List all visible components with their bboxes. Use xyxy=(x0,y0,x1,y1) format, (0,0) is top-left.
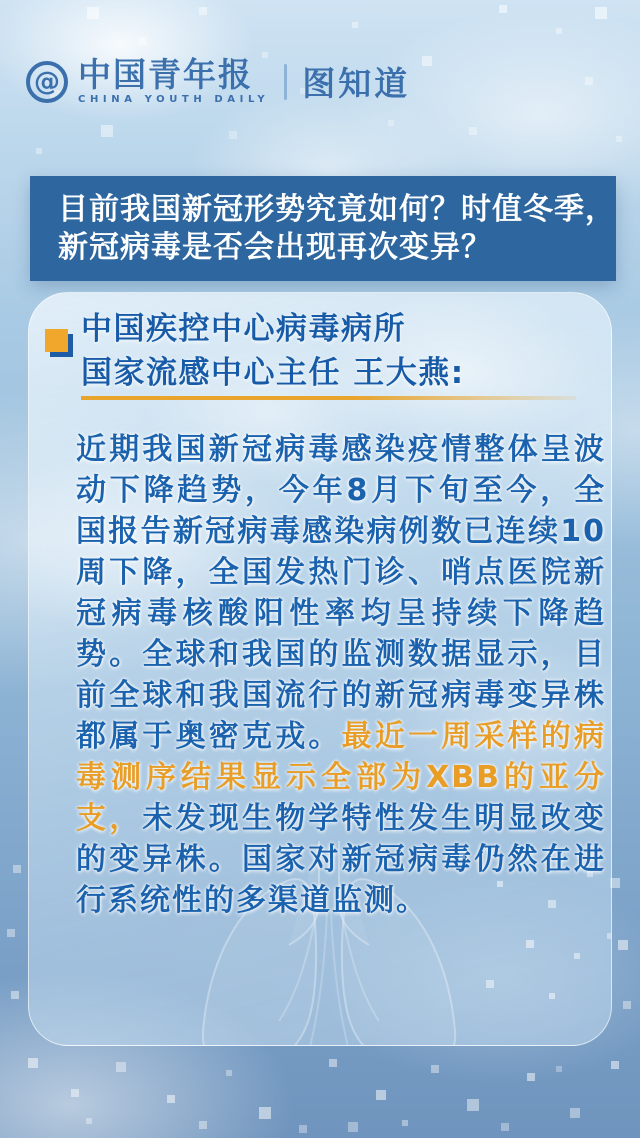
question-line-2: 新冠病毒是否会出现再次变异？ xyxy=(58,230,492,265)
logo-divider-icon xyxy=(284,64,287,100)
gold-underline xyxy=(81,396,576,400)
at-logo-icon xyxy=(26,61,68,103)
speaker-title xyxy=(81,307,465,395)
content-card xyxy=(28,292,612,1046)
logo-brand: 图知道 xyxy=(302,64,411,103)
article-paragraph xyxy=(76,429,606,921)
pixel-dust-bottom xyxy=(0,0,6,6)
at-glyph: @ xyxy=(34,66,60,97)
paragraph-tail: 未发现生物学特性发生明显改变的变异株。国家对新冠病毒仍然在进行系统性的多渠道监测。 xyxy=(76,801,607,918)
speaker-title-line-1: 中国疾控中心病毒病所 xyxy=(81,311,406,347)
logo-title: 中国青年报 xyxy=(78,55,253,94)
paragraph-highlight: 最近一周采样的病毒测序结果显示全部为XBB的亚分支， xyxy=(76,719,607,836)
question-banner xyxy=(30,176,616,281)
bullet-square-icon xyxy=(45,329,68,352)
pixel-dust-top xyxy=(0,0,6,6)
question-box xyxy=(30,176,616,281)
logo-text-block xyxy=(78,55,270,105)
question-line-1: 目前我国新冠形势究竟如何？时值冬季， xyxy=(58,192,616,227)
china-youth-daily-logo xyxy=(26,55,411,105)
speaker-title-line-2: 国家流感中心主任 王大燕: xyxy=(81,355,465,391)
pixel-dust-card xyxy=(29,293,35,299)
logo-subtitle: CHINA YOUTH DAILY xyxy=(78,94,270,105)
paragraph-lead: 近期我国新冠病毒感染疫情整体呈波动下降趋势，今年8月下旬至今，全国报告新冠病毒感染病例数已连续10周下降，全国发热门诊、哨点医院新冠病毒核酸阳性率均呈持续下降趋势。全球和我国的监测数据显示，目前全球和我国流行的新冠病毒变异株都属于奥密克戎。 xyxy=(76,432,606,754)
